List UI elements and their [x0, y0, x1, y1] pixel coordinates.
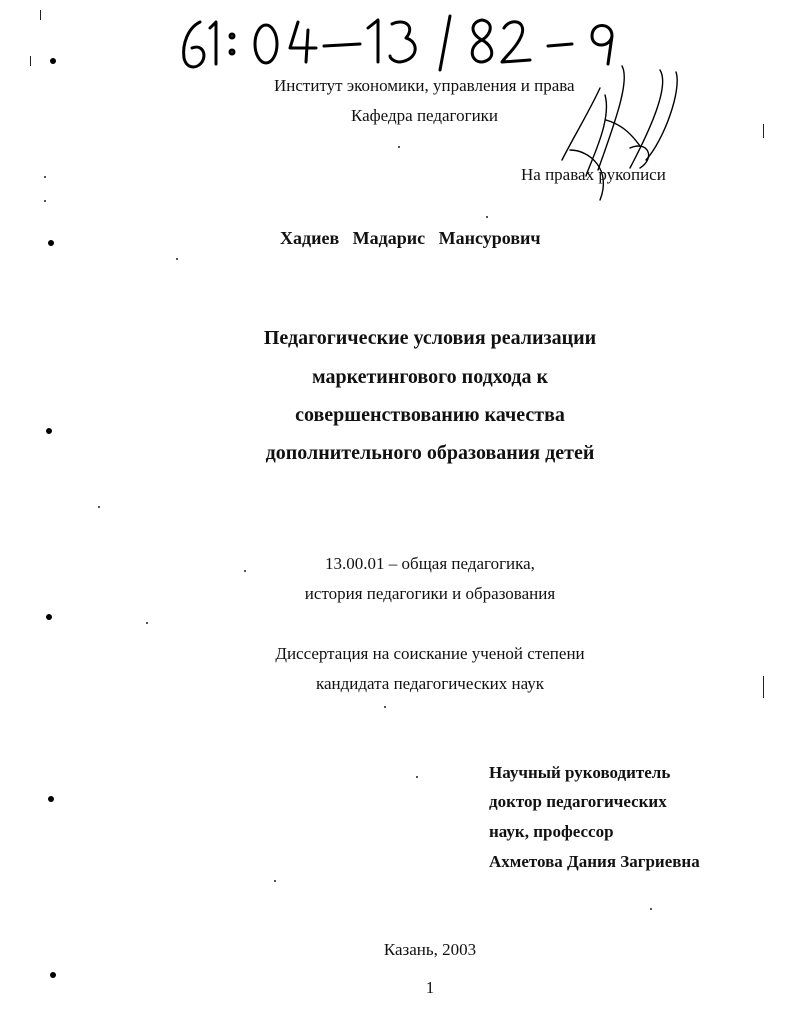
scan-speck [416, 776, 418, 778]
scan-mark [40, 10, 41, 20]
scan-speck [46, 428, 52, 434]
supervisor-line: доктор педагогических [489, 792, 667, 811]
dissertation-title-line: маркетингового подхода к [311, 366, 549, 388]
scan-speck [98, 506, 100, 508]
degree-line: Диссертация на соискание ученой степени [275, 644, 585, 663]
scan-speck [44, 200, 46, 202]
scan-speck [146, 622, 148, 624]
scan-speck [650, 908, 652, 910]
department-name: Кафедра педагогики [351, 106, 499, 125]
supervisor-name: Ахметова Дания Загриевна [489, 852, 700, 871]
author-name: Хадиев Мадарис Мансурович [280, 228, 541, 248]
scan-speck [50, 58, 56, 64]
page-number: 1 [425, 978, 435, 997]
scan-speck [44, 176, 46, 178]
supervisor-line: наук, профессор [489, 822, 614, 841]
scan-speck [176, 258, 178, 260]
specialty-line: 13.00.01 – общая педагогика, [325, 554, 535, 573]
manuscript-note: На правах рукописи [521, 165, 666, 184]
scan-speck [48, 796, 54, 802]
dissertation-title-line: совершенствованию качества [295, 404, 565, 426]
scan-speck [486, 216, 488, 218]
city-year: Казань, 2003 [383, 940, 477, 959]
scan-speck [46, 614, 52, 620]
specialty-line: история педагогики и образования [304, 584, 556, 603]
scan-speck [398, 146, 400, 148]
dissertation-title-line: дополнительного образования детей [265, 442, 595, 464]
degree-line: кандидата педагогических наук [315, 674, 545, 693]
institute-name: Институт экономики, управления и права [274, 76, 575, 95]
scan-mark [30, 56, 31, 66]
scan-speck [48, 240, 54, 246]
scan-speck [384, 706, 386, 708]
scan-mark [763, 124, 764, 138]
supervisor-line: Научный руководитель [489, 763, 671, 782]
scan-speck [274, 880, 276, 882]
dissertation-title-line: Педагогические условия реализации [263, 327, 597, 349]
